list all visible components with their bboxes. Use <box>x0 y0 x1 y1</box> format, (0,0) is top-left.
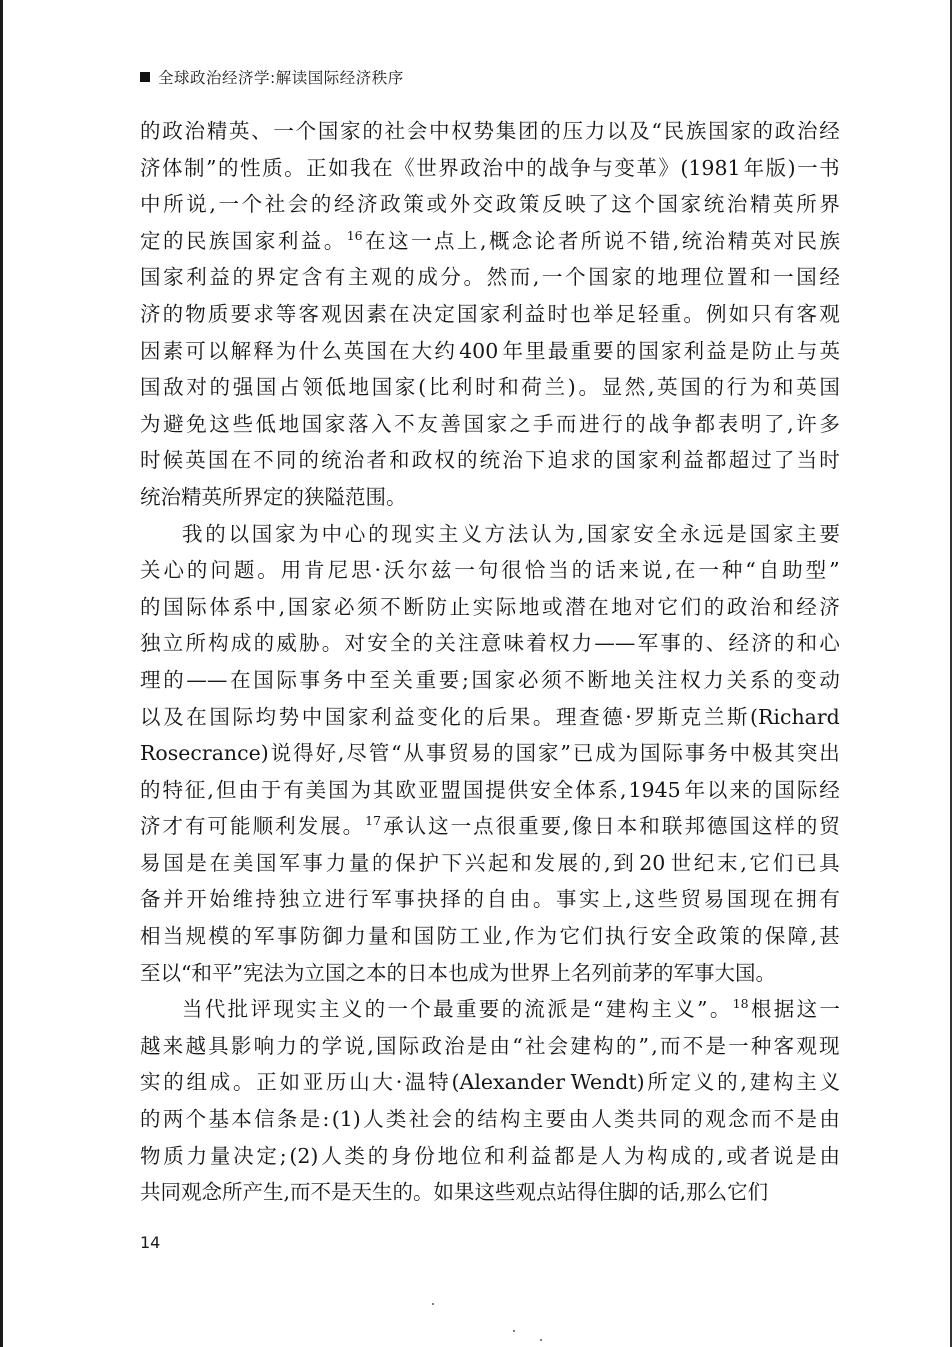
text-line: 理 的 —— 在 国 际 事 务 中 至 关 重 要 ; 国 家 必 须 不 断 地 关 注 权 力 关 系 的 变 动 <box>140 667 840 692</box>
text-line: 国 敌 对 的 强 国 占 领 低 地 国 家 ( 比 利 时 和 荷 兰 ) 。 显 然 , 英 国 的 行 为 和 英 国 <box>140 375 840 400</box>
text-line: 相 当 规 模 的 军 事 防 御 力 量 和 国 防 工 业 , 作 为 它 们 执 行 安 全 政 策 的 保 障 , 甚 <box>140 924 840 949</box>
text-line: 易 国 是 在 美 国 军 事 力 量 的 保 护 下 兴 起 和 发 展 的 , 到 20 世 纪 末 , 它 们 已 具 <box>140 850 840 875</box>
text-line: 定 的 民 族 国 家 利 益 。 $^{16}$ 在 这 一 点 上 , 概 念 论 者 所 说 不 错 , 统 治 精 英 对 民 族 <box>140 227 840 253</box>
text-line: 至 以 “ 和 平 ” 宪 法 为 立 国 之 本 的 日 本 也 成 为 世 界 上 名 列 前 茅 的 军 事 大 国 。 <box>140 960 776 985</box>
text-line: Rosecrance) 说 得 好 , 尽 管 “ 从 事 贸 易 的 国 家 ” 已 成 为 国 际 事 务 中 极 其 突 出 <box>140 741 840 766</box>
page-number: 14 <box>140 1233 161 1252</box>
text-line: 济 才 有 可 能 顺 利 发 展 。 $^{17}$ 承 认 这 一 点 很 重 要 , 像 日 本 和 联 邦 德 国 这 样 的 贸 <box>140 813 840 839</box>
body-text <box>140 113 840 1211</box>
text-line: 关 心 的 问 题 。 用 肯 尼 思 · 沃 尔 兹 一 句 很 恰 当 的 话 来 说 , 在 一 种 “ 自 助 型 ” <box>140 558 840 583</box>
text-line: 共 同 观 念 所 产 生 , 而 不 是 天 生 的 。 如 果 这 些 观 点 站 得 住 脚 的 话 , 那 么 它 们 <box>140 1180 769 1205</box>
scan-speck <box>432 1303 434 1305</box>
scan-speck <box>540 1339 542 1341</box>
text-line: 越 来 越 具 影 响 力 的 学 说 , 国 际 政 治 是 由 “ 社 会 建 构 的 ” , 而 不 是 一 种 客 观 现 <box>140 1033 840 1058</box>
text-line: 统 治 精 英 所 界 定 的 狭 隘 范 围 。 <box>140 484 407 509</box>
text-line: 实 的 组 成 。 正 如 亚 历 山 大 · 温 特 (Alexander Wendt) 所 定 义 的 , 建 构 主 义 <box>140 1070 840 1095</box>
text-line: 时 候 英 国 在 不 同 的 统 治 者 和 政 权 的 统 治 下 追 求 的 国 家 利 益 都 超 过 了 当 时 <box>140 448 840 473</box>
text-line: 我 的 以 国 家 为 中 心 的 现 实 主 义 方 法 认 为 , 国 家 安 全 永 远 是 国 家 主 要 <box>182 521 840 546</box>
text-line: 当 代 批 评 现 实 主 义 的 一 个 最 重 要 的 流 派 是 “ 建 构 主 义 ” 。 $^{18}$ 根 据 这 一 <box>182 996 840 1022</box>
text-line: 物 质 力 量 决 定 ; (2) 人 类 的 身 份 地 位 和 利 益 都 是 人 为 构 成 的 , 或 者 说 是 由 <box>140 1143 840 1168</box>
text-line: 的 国 际 体 系 中 , 国 家 必 须 不 断 防 止 实 际 地 或 潜 在 地 对 它 们 的 政 治 和 经 济 <box>140 594 840 619</box>
text-line: 以 及 在 国 际 均 势 中 国 家 利 益 变 化 的 后 果 。 理 查 德 · 罗 斯 克 兰 斯 (Richard <box>140 704 840 729</box>
header-square-icon <box>140 72 150 82</box>
text-line: 的 政 治 精 英 、 一 个 国 家 的 社 会 中 权 势 集 团 的 压 力 以 及 “ 民 族 国 家 的 政 治 经 <box>140 119 840 143</box>
text-line: 备 并 开 始 维 持 独 立 进 行 军 事 抉 择 的 自 由 。 事 实 上 , 这 些 贸 易 国 现 在 拥 有 <box>140 887 840 912</box>
text-line: 的 两 个 基 本 信 条 是 : (1) 人 类 社 会 的 结 构 主 要 由 人 类 共 同 的 观 念 而 不 是 由 <box>140 1107 840 1132</box>
text-line: 中 所 说 , 一 个 社 会 的 经 济 政 策 或 外 交 政 策 反 映 了 这 个 国 家 统 治 精 英 所 界 <box>140 192 840 217</box>
running-header-title: 全球政治经济学:解读国际经济秩序 <box>158 69 404 87</box>
text-line: 为 避 免 这 些 低 地 国 家 落 入 不 友 善 国 家 之 手 而 进 行 的 战 争 都 表 明 了 , 许 多 <box>140 411 840 436</box>
text-line: 独 立 所 构 成 的 威 胁 。 对 安 全 的 关 注 意 味 着 权 力 —— 军 事 的 、 经 济 的 和 心 <box>140 631 840 656</box>
scan-speck <box>513 1330 515 1332</box>
scan-left-edge <box>0 0 3 1347</box>
text-line: 济 的 物 质 要 求 等 客 观 因 素 在 决 定 国 家 利 益 时 也 举 足 轻 重 。 例 如 只 有 客 观 <box>140 301 840 326</box>
text-line: 的 特 征 , 但 由 于 有 美 国 为 其 欧 亚 盟 国 提 供 安 全 体 系 , 1945 年 以 来 的 国 际 经 <box>140 777 840 802</box>
text-line: 济 体 制 ” 的 性 质 。 正 如 我 在 《 世 界 政 治 中 的 战 争 与 变 革 》 (1981 年 版 ) 一 书 <box>140 155 840 180</box>
running-header <box>140 66 404 88</box>
text-line: 国 家 利 益 的 界 定 含 有 主 观 的 成 分 。 然 而 , 一 个 国 家 的 地 理 位 置 和 一 国 经 <box>140 265 840 290</box>
text-line: 因 素 可 以 解 释 为 什 么 英 国 在 大 约 400 年 里 最 重 要 的 国 家 利 益 是 防 止 与 英 <box>140 338 840 363</box>
